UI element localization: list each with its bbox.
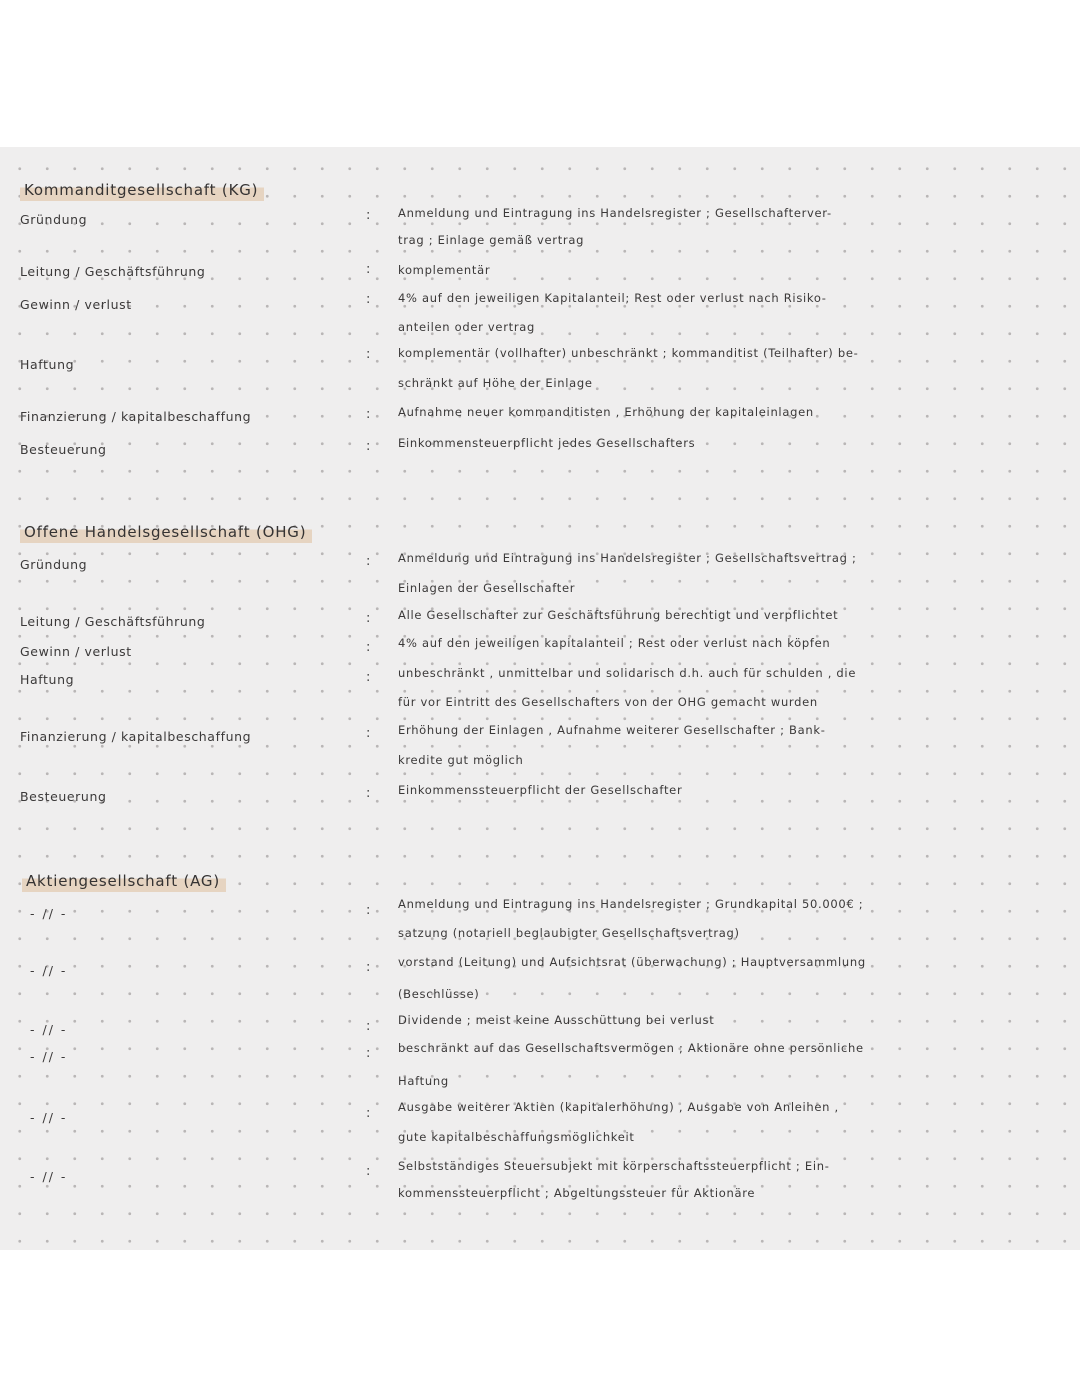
ag-value-besteuerung-2: kommenssteuerpflicht ; Abgeltungssteuer für Aktionäre: [398, 1186, 756, 1200]
kg-value-gruendung-2: trag ; Einlage gemäß vertrag: [398, 233, 585, 247]
colon: :: [366, 554, 371, 569]
ag-value-finanzierung-1: Ausgabe weiterer Aktien (kapitalerhöhung) , Ausgabe von Anleihen ,: [398, 1100, 839, 1114]
section-title-ohg: Offene Handelsgesellschaft (OHG): [20, 521, 312, 545]
colon: :: [366, 640, 371, 655]
ohg-value-besteuerung: Einkommenssteuerpflicht der Gesellschafter: [398, 783, 683, 797]
ag-value-gruendung-2: satzung (notariell beglaubigter Gesellschaftsvertrag): [398, 926, 740, 940]
kg-value-haftung-2: schränkt auf Höhe der Einlage: [398, 376, 593, 390]
kg-label-gruendung: Gründung: [20, 212, 88, 227]
colon: :: [366, 347, 371, 362]
section-title-ag: Aktiengesellschaft (AG): [22, 870, 226, 894]
colon: :: [366, 670, 371, 685]
kg-value-haftung-1: komplementär (vollhafter) unbeschränkt ; kommanditist (Teilhafter) be-: [398, 346, 859, 360]
dotted-paper-sheet: [0, 147, 1080, 1250]
section-title-kg: Kommanditgesellschaft (KG): [20, 179, 264, 203]
ohg-value-gruendung-2: Einlagen der Gesellschafter: [398, 581, 576, 595]
ag-value-leitung-1: vorstand (Leitung) und Aufsichtsrat (überwachung) ; Hauptversammlung: [398, 955, 866, 969]
ohg-value-haftung-2: für vor Eintritt des Gesellschafters von der OHG gemacht wurden: [398, 695, 818, 709]
ohg-label-leitung: Leitung / Geschäftsführung: [20, 614, 206, 629]
colon: :: [366, 292, 371, 307]
ohg-label-finanzierung: Finanzierung / kapitalbeschaffung: [20, 729, 252, 744]
ag-label-ditto-2: - // -: [30, 963, 68, 978]
colon: :: [366, 1019, 371, 1034]
ohg-value-haftung-1: unbeschränkt , unmittelbar und solidarisch d.h. auch für schulden , die: [398, 666, 857, 680]
colon: :: [366, 262, 371, 277]
kg-value-gewinn-2: anteilen oder vertrag: [398, 320, 536, 334]
ag-label-ditto-4: - // -: [30, 1049, 68, 1064]
colon: :: [366, 1106, 371, 1121]
kg-label-besteuerung: Besteuerung: [20, 442, 107, 457]
ohg-value-finanzierung-1: Erhöhung der Einlagen , Aufnahme weiterer Gesellschafter ; Bank-: [398, 723, 826, 737]
ohg-label-haftung: Haftung: [20, 672, 75, 687]
ag-value-finanzierung-2: gute kapitalbeschaffungsmöglichkeit: [398, 1130, 635, 1144]
colon: :: [366, 439, 371, 454]
kg-value-gruendung-1: Anmeldung und Eintragung ins Handelsregister ; Gesellschafterver-: [398, 206, 832, 220]
ag-value-leitung-2: (Beschlüsse): [398, 987, 480, 1001]
ag-label-ditto-6: - // -: [30, 1169, 68, 1184]
ohg-value-leitung: Alle Gesellschafter zur Geschäftsführung berechtigt und verpflichtet: [398, 608, 839, 622]
colon: :: [366, 726, 371, 741]
kg-value-besteuerung: Einkommensteuerpflicht jedes Gesellschafters: [398, 436, 696, 450]
kg-value-finanzierung: Aufnahme neuer kommanditisten , Erhöhung der kapitaleinlagen: [398, 405, 814, 419]
ag-label-ditto-5: - // -: [30, 1110, 68, 1125]
colon: :: [366, 611, 371, 626]
ag-value-besteuerung-1: Selbstständiges Steuersubjekt mit körperschaftssteuerpflicht ; Ein-: [398, 1159, 830, 1173]
colon: :: [366, 1164, 371, 1179]
kg-label-gewinn: Gewinn / verlust: [20, 297, 132, 312]
ohg-label-besteuerung: Besteuerung: [20, 789, 107, 804]
colon: :: [366, 407, 371, 422]
ag-value-haftung-2: Haftung: [398, 1074, 449, 1088]
kg-label-finanzierung: Finanzierung / kapitalbeschaffung: [20, 409, 252, 424]
colon: :: [366, 208, 371, 223]
ag-value-haftung-1: beschränkt auf das Gesellschaftsvermögen ; Aktionäre ohne persönliche: [398, 1041, 864, 1055]
ohg-value-finanzierung-2: kredite gut möglich: [398, 753, 524, 767]
ohg-value-gruendung-1: Anmeldung und Eintragung ins Handelsregister ; Gesellschaftsvertrag ;: [398, 551, 857, 565]
kg-value-leitung: komplementär: [398, 263, 491, 277]
colon: :: [366, 786, 371, 801]
ag-label-ditto-1: - // -: [30, 906, 68, 921]
ohg-label-gruendung: Gründung: [20, 557, 88, 572]
ag-value-gruendung-1: Anmeldung und Eintragung ins Handelsregister ; Grundkapital 50.000€ ;: [398, 897, 864, 911]
colon: :: [366, 903, 371, 918]
ohg-label-gewinn: Gewinn / verlust: [20, 644, 132, 659]
kg-label-leitung: Leitung / Geschäftsführung: [20, 264, 206, 279]
kg-value-gewinn-1: 4% auf den jeweiligen Kapitalanteil; Rest oder verlust nach Risiko-: [398, 291, 827, 305]
colon: :: [366, 1046, 371, 1061]
ag-value-gewinn: Dividende ; meist keine Ausschüttung bei verlust: [398, 1013, 715, 1027]
ag-label-ditto-3: - // -: [30, 1022, 68, 1037]
ohg-value-gewinn: 4% auf den jeweiligen kapitalanteil ; Rest oder verlust nach köpfen: [398, 636, 831, 650]
kg-label-haftung: Haftung: [20, 357, 75, 372]
colon: :: [366, 960, 371, 975]
